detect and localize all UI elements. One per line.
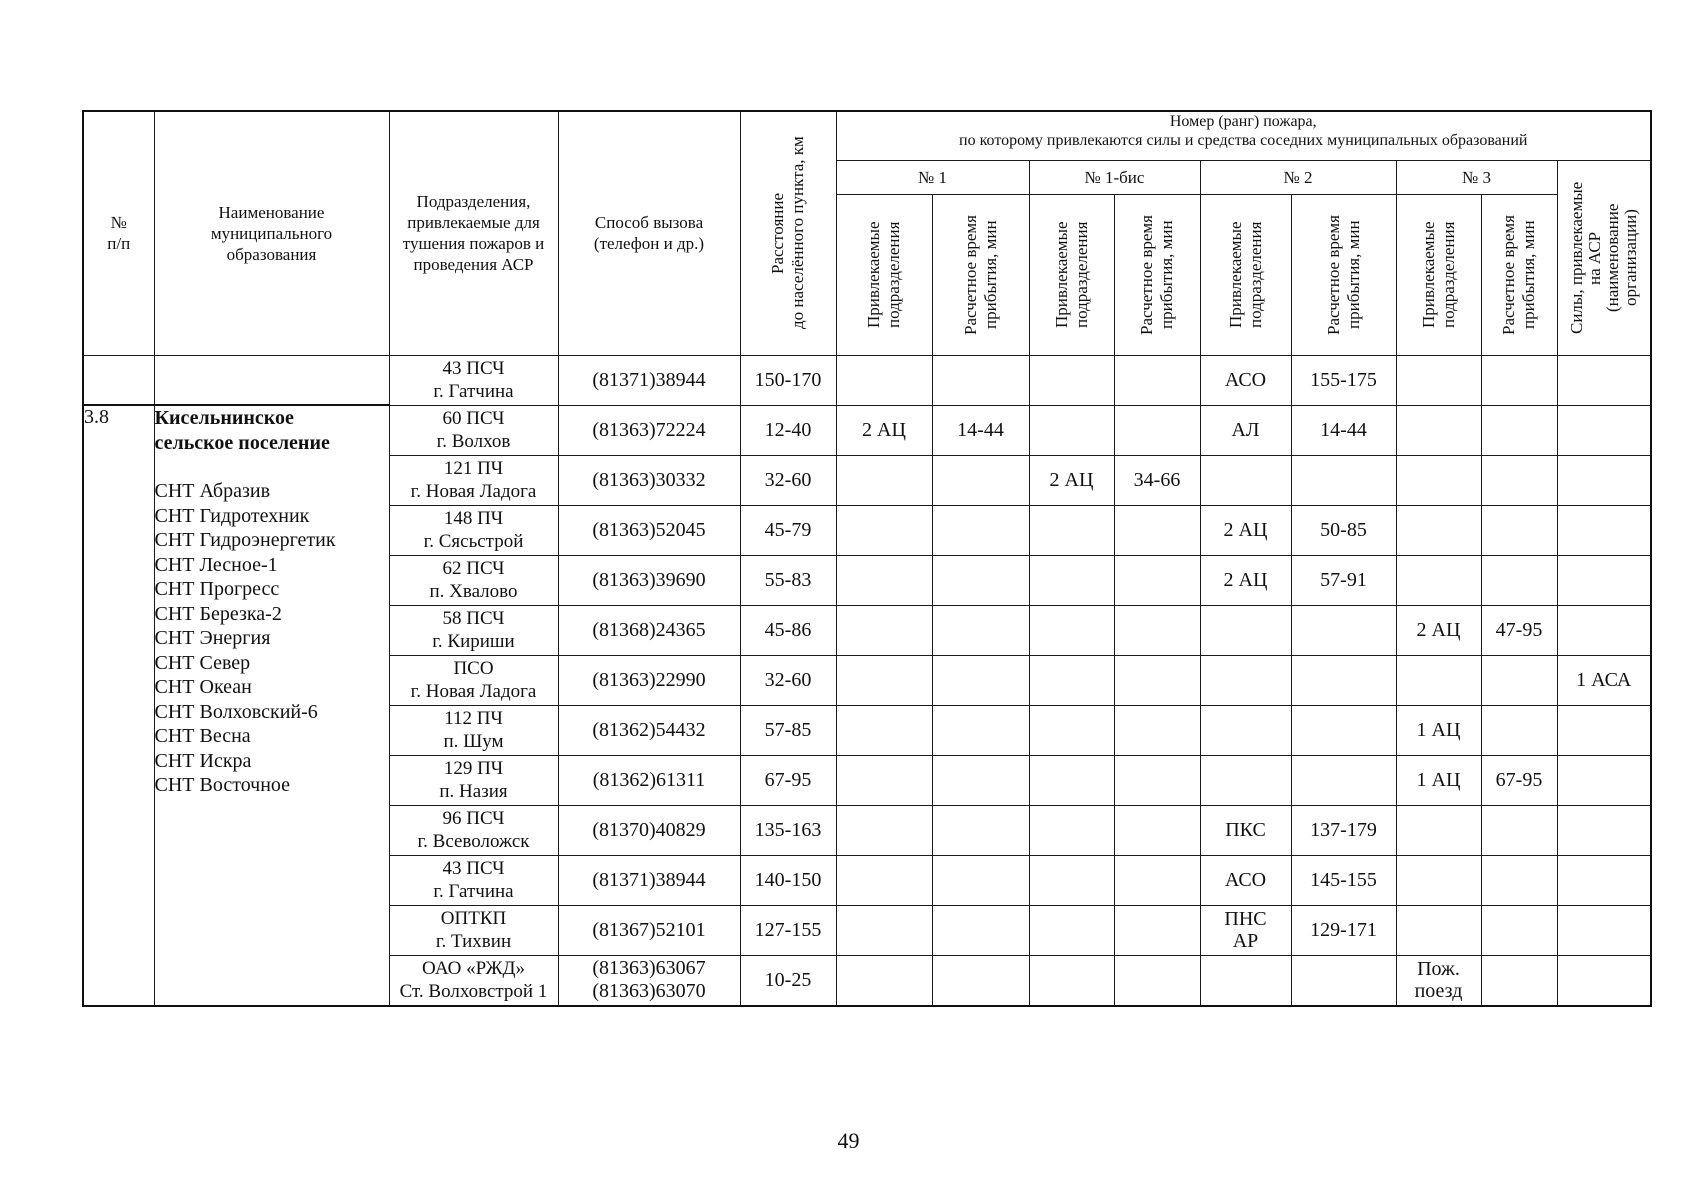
rank-1bis-time-cell	[1114, 905, 1200, 955]
rank-2-time-cell: 137-179	[1291, 805, 1396, 855]
rank-2-time-cell	[1291, 605, 1396, 655]
asr-cell	[1557, 455, 1651, 505]
asr-cell	[1557, 505, 1651, 555]
unit-name: 121 ПЧ	[443, 458, 504, 479]
rank-3-time-cell: 47-95	[1481, 605, 1557, 655]
rank-2-units-cell: 2 АЦ	[1200, 505, 1291, 555]
section-index: 3.8	[83, 405, 154, 1006]
distance-cell: 55-83	[740, 555, 836, 605]
settlement-item: СНТ Искра	[154, 749, 252, 772]
unit-name: 148 ПЧ	[443, 508, 504, 529]
rank-1bis-units-cell: 2 АЦ	[1029, 455, 1114, 505]
phone-number: (81363)30332	[592, 468, 706, 491]
rank-1-time-cell	[932, 755, 1029, 805]
rank-3-units-cell	[1396, 505, 1481, 555]
distance-cell: 45-86	[740, 605, 836, 655]
rank-1-time-cell	[932, 855, 1029, 905]
unit-location: п. Шум	[443, 731, 504, 752]
rank-1-units-cell	[836, 455, 932, 505]
asr-cell	[1557, 555, 1651, 605]
phone-number: (81363)22990	[592, 668, 706, 691]
unit-cell	[389, 455, 558, 505]
rank-1-time-cell	[932, 805, 1029, 855]
rank-1-units-cell	[836, 955, 932, 1006]
rank-1-units-cell	[836, 805, 932, 855]
rank-1bis-time-cell	[1114, 555, 1200, 605]
rank-3-time-cell	[1481, 855, 1557, 905]
phone-cell	[558, 405, 740, 455]
distance-cell: 135-163	[740, 805, 836, 855]
rank-1bis-units-cell	[1029, 555, 1114, 605]
rank-1bis-time-cell	[1114, 855, 1200, 905]
rank-1-units-cell	[836, 705, 932, 755]
rank-1-time-cell: 14-44	[932, 405, 1029, 455]
rank-1-header: № 1	[836, 160, 1029, 194]
rank-3-units-cell	[1396, 405, 1481, 455]
phone-cell	[558, 605, 740, 655]
phone-number: (81363)63067	[592, 957, 706, 979]
distance-cell: 127-155	[740, 905, 836, 955]
asr-cell	[1557, 855, 1651, 905]
phone-cell	[558, 955, 740, 1006]
phone-number: (81363)39690	[592, 568, 706, 591]
col-header-name: Наименование муниципального образования	[154, 111, 389, 355]
col-header-call: Способ вызова (телефон и др.)	[558, 111, 740, 355]
rank-1bis-units-cell	[1029, 905, 1114, 955]
phone-number: (81362)54432	[592, 718, 706, 741]
phone-number: (81370)40829	[592, 818, 706, 841]
rank-1-time-cell	[932, 455, 1029, 505]
rank-3-time-header: Расчетное время прибытия, мин	[1481, 194, 1557, 355]
rank-1-units-cell	[836, 855, 932, 905]
rank-3-units-cell: 1 АЦ	[1396, 755, 1481, 805]
rank-1bis-header: № 1-бис	[1029, 160, 1200, 194]
rank-1bis-units-cell	[1029, 605, 1114, 655]
asr-cell	[1557, 805, 1651, 855]
rank-1bis-time-cell	[1114, 655, 1200, 705]
phone-cell	[558, 705, 740, 755]
rank-3-units-cell	[1396, 805, 1481, 855]
settlement-item: СНТ Весна	[154, 725, 251, 747]
rank-1bis-units-header: Привлекаемые подразделения	[1029, 194, 1114, 355]
col-header-units: Подразделения, привлекаемые для тушения пожаров и проведения АСР	[389, 111, 558, 355]
rank-2-units-cell: ПНС АР	[1200, 905, 1291, 955]
phone-cell	[558, 805, 740, 855]
unit-location: п. Хвалово	[429, 581, 518, 602]
distance-cell: 32-60	[740, 455, 836, 505]
rank-1-units-cell: 2 АЦ	[836, 405, 932, 455]
col-header-distance: Расстояние до населённого пункта, км	[740, 111, 836, 355]
unit-location: г. Волхов	[436, 431, 511, 452]
unit-location: г. Новая Ладога	[410, 481, 537, 502]
rank-2-time-cell	[1291, 955, 1396, 1006]
unit-cell	[389, 405, 558, 455]
unit-cell	[389, 655, 558, 705]
rank-1bis-time-cell	[1114, 755, 1200, 805]
rank-2-time-cell	[1291, 755, 1396, 805]
phone-cell	[558, 905, 740, 955]
rank-1bis-time-cell	[1114, 955, 1200, 1006]
rank-1bis-time-cell	[1114, 805, 1200, 855]
page-number: 49	[837, 1128, 860, 1153]
settlement-item: СНТ Восточное	[154, 774, 291, 796]
rank-1-time-cell	[932, 905, 1029, 955]
rank-2-units-cell	[1200, 705, 1291, 755]
rank-3-time-cell	[1481, 455, 1557, 505]
rank-3-units-cell	[1396, 655, 1481, 705]
unit-name: ОПТКП	[440, 908, 507, 929]
unit-name: ПСО	[453, 658, 494, 679]
unit-location: Ст. Волховстрой 1	[399, 981, 548, 1002]
rank-1-time-cell	[932, 655, 1029, 705]
rank-1bis-time-cell	[1114, 705, 1200, 755]
settlement-item: СНТ Волховский-6	[154, 700, 318, 723]
rank-1bis-units-cell	[1029, 405, 1114, 455]
settlement-item: СНТ Березка-2	[154, 602, 282, 625]
phone-cell	[558, 505, 740, 555]
unit-cell	[389, 705, 558, 755]
municipality-name: сельское поселение	[154, 431, 330, 454]
rank-1bis-units-cell	[1029, 805, 1114, 855]
col-header-asr: Силы, привлекаемые на АСР (наименование организации)	[1557, 160, 1651, 355]
unit-location: г. Сясьстрой	[423, 531, 524, 552]
settlement-item: СНТ Север	[154, 651, 251, 674]
asr-cell	[1557, 605, 1651, 655]
distance-cell: 57-85	[740, 705, 836, 755]
distance-cell: 45-79	[740, 505, 836, 555]
rank-2-units-cell: ПКС	[1200, 805, 1291, 855]
rank-1-units-cell	[836, 655, 932, 705]
rank-2-units-cell	[1200, 455, 1291, 505]
municipality-name: Кисельнинское	[154, 407, 294, 429]
rank-3-time-cell	[1481, 655, 1557, 705]
rank-2-time-header: Расчетное время прибытия, мин	[1291, 194, 1396, 355]
rank-3-time-cell	[1481, 955, 1557, 1006]
rank-2-time-cell: 129-171	[1291, 905, 1396, 955]
unit-location: г. Кириши	[432, 631, 515, 652]
rank-3-time-cell: 67-95	[1481, 755, 1557, 805]
rank-3-units-cell	[1396, 855, 1481, 905]
phone-cell	[558, 755, 740, 805]
settlement-item: СНТ Энергия	[154, 627, 271, 649]
rank-3-units-cell	[1396, 905, 1481, 955]
phone-cell	[558, 855, 740, 905]
rank-1bis-time-cell	[1114, 505, 1200, 555]
rank-1-units-cell	[836, 555, 932, 605]
phone-number: (81371)38944	[592, 868, 706, 891]
rank-1-time-cell	[932, 505, 1029, 555]
phone-number: (81363)63070	[592, 980, 706, 1002]
unit-name: 112 ПЧ	[444, 708, 503, 729]
unit-location: г. Новая Ладога	[410, 681, 537, 702]
asr-cell	[1557, 755, 1651, 805]
rank-1-time-cell	[932, 955, 1029, 1006]
distance-cell: 32-60	[740, 655, 836, 705]
rank-1-units-header: Привлекаемые подразделения	[836, 194, 932, 355]
distance-cell: 12-40	[740, 405, 836, 455]
rank-1bis-units-cell	[1029, 955, 1114, 1006]
unit-name: 60 ПСЧ	[442, 408, 505, 429]
phone-cell	[558, 555, 740, 605]
rank-2-time-cell	[1291, 705, 1396, 755]
rank-2-units-cell: АЛ	[1200, 405, 1291, 455]
unit-cell	[389, 905, 558, 955]
unit-cell	[389, 955, 558, 1006]
phone-cell	[558, 455, 740, 505]
col-header-num: № п/п	[83, 111, 154, 355]
asr-cell	[1557, 405, 1651, 455]
unit-cell	[389, 805, 558, 855]
table-row	[83, 405, 1651, 455]
rank-1-time-cell	[932, 555, 1029, 605]
unit-location: г. Всеволожск	[417, 831, 530, 852]
settlement-item: СНТ Прогресс	[154, 578, 280, 600]
phone-cell	[558, 655, 740, 705]
rank-2-header: № 2	[1200, 160, 1396, 194]
rank-1bis-units-cell	[1029, 855, 1114, 905]
rank-2-time-cell: 14-44	[1291, 405, 1396, 455]
rank-1-time-cell	[932, 605, 1029, 655]
unit-cell	[389, 855, 558, 905]
rank-2-units-cell: АСО	[1200, 355, 1291, 405]
unit-location: г. Тихвин	[435, 931, 512, 952]
rank-1bis-units-cell	[1029, 655, 1114, 705]
rank-2-units-cell	[1200, 955, 1291, 1006]
asr-cell	[1557, 955, 1651, 1006]
phone-number: (81363)72224	[592, 418, 706, 441]
settlement-item: СНТ Океан	[154, 676, 252, 698]
distance-cell: 140-150	[740, 855, 836, 905]
unit-name: ОАО «РЖД»	[422, 958, 525, 979]
phone-number: (81368)24365	[592, 618, 706, 641]
rank-1-time-cell	[932, 705, 1029, 755]
unit-name: 96 ПСЧ	[442, 808, 505, 829]
unit-location: г. Гатчина	[433, 881, 514, 902]
rank-1bis-units-cell	[1029, 755, 1114, 805]
distance-cell: 150-170	[740, 355, 836, 405]
rank-2-units-header: Привлекаемые подразделения	[1200, 194, 1291, 355]
rank-1bis-units-cell	[1029, 705, 1114, 755]
rank-3-time-cell	[1481, 555, 1557, 605]
rank-3-units-cell	[1396, 455, 1481, 505]
distance-cell: 10-25	[740, 955, 836, 1006]
unit-cell	[389, 605, 558, 655]
rank-1bis-units-cell	[1029, 505, 1114, 555]
unit-name: 62 ПСЧ	[442, 558, 505, 579]
unit-cell	[389, 755, 558, 805]
table-row-continuation	[83, 355, 1651, 405]
rank-1-time-header: Расчетное время прибытия, мин	[932, 194, 1029, 355]
rank-2-time-cell: 145-155	[1291, 855, 1396, 905]
rank-2-units-cell: 2 АЦ	[1200, 555, 1291, 605]
municipality-cell	[154, 405, 389, 1006]
unit-name: 129 ПЧ	[443, 758, 504, 779]
phone-cell: (81371)38944	[558, 355, 740, 405]
unit-location: п. Назия	[439, 781, 508, 802]
settlement-item: СНТ Абразив	[154, 480, 271, 502]
rank-1-units-cell	[836, 755, 932, 805]
distance-cell: 67-95	[740, 755, 836, 805]
rank-2-time-cell: 50-85	[1291, 505, 1396, 555]
rank-3-units-cell: Пож. поезд	[1396, 955, 1481, 1006]
fire-forces-table	[82, 110, 1652, 1007]
asr-cell	[1557, 705, 1651, 755]
rank-2-units-cell: АСО	[1200, 855, 1291, 905]
rank-3-units-cell	[1396, 555, 1481, 605]
rank-group-header: Номер (ранг) пожара, по которому привлекаются силы и средства соседних муниципальных образований	[836, 111, 1651, 160]
rank-2-time-cell: 155-175	[1291, 355, 1396, 405]
rank-3-time-cell	[1481, 705, 1557, 755]
phone-number: (81363)52045	[592, 518, 706, 541]
rank-1-units-cell	[836, 905, 932, 955]
rank-1bis-time-cell	[1114, 405, 1200, 455]
unit-name: 43 ПСЧ	[442, 858, 505, 879]
rank-1bis-time-cell	[1114, 605, 1200, 655]
rank-2-time-cell	[1291, 455, 1396, 505]
rank-1-units-cell	[836, 505, 932, 555]
settlement-item: СНТ Гидротехник	[154, 504, 310, 527]
rank-3-time-cell	[1481, 805, 1557, 855]
rank-3-units-cell: 2 АЦ	[1396, 605, 1481, 655]
rank-1-units-cell	[836, 605, 932, 655]
rank-3-units-header: Привлекаемые подразделения	[1396, 194, 1481, 355]
rank-3-time-cell	[1481, 505, 1557, 555]
rank-3-time-cell	[1481, 905, 1557, 955]
rank-2-time-cell	[1291, 655, 1396, 705]
unit-cell	[389, 555, 558, 605]
rank-3-units-cell: 1 АЦ	[1396, 705, 1481, 755]
rank-2-time-cell: 57-91	[1291, 555, 1396, 605]
unit-cell	[389, 505, 558, 555]
rank-2-units-cell	[1200, 605, 1291, 655]
unit-name: 58 ПСЧ	[442, 608, 505, 629]
asr-cell	[1557, 905, 1651, 955]
settlement-item: СНТ Лесное-1	[154, 553, 278, 576]
unit-cell: 43 ПСЧ г. Гатчина	[389, 355, 558, 405]
phone-number: (81362)61311	[592, 768, 706, 791]
rank-1bis-time-header: Расчетное время прибытия, мин	[1114, 194, 1200, 355]
phone-number: (81367)52101	[592, 918, 706, 941]
rank-3-time-cell	[1481, 405, 1557, 455]
rank-3-header: № 3	[1396, 160, 1557, 194]
rank-1bis-time-cell: 34-66	[1114, 455, 1200, 505]
asr-cell: 1 АСА	[1557, 655, 1651, 705]
rank-2-units-cell	[1200, 755, 1291, 805]
rank-2-units-cell	[1200, 655, 1291, 705]
settlement-item: СНТ Гидроэнергетик	[154, 529, 336, 551]
